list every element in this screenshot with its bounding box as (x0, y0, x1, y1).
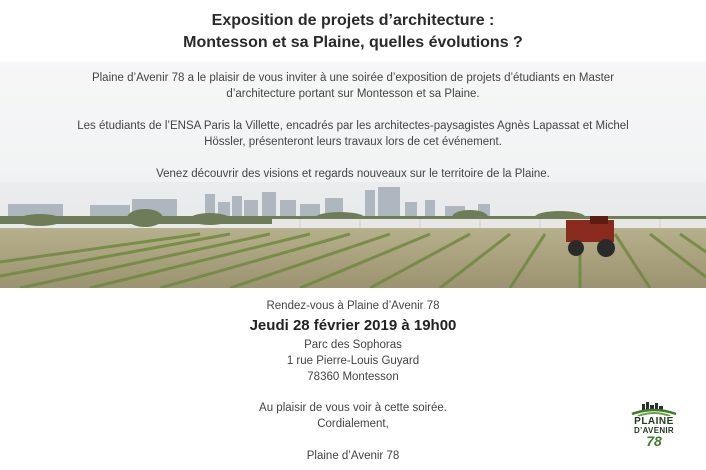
signature: Plaine d’Avenir 78 (306, 450, 400, 462)
plaine-davenir-logo (624, 400, 684, 452)
intro-p1-line2: d’architecture portant sur Montesson et sa Plaine. (226, 88, 480, 100)
title-line-2: Montesson et sa Plaine, quelles évolutions ? (183, 34, 523, 51)
intro-p1-line1: Plaine d’Avenir 78 a le plaisir de vous inviter à une soirée d’exposition de projets d’étudiants en Master (91, 72, 615, 84)
banner-photo (0, 62, 706, 288)
skyline-field-icon (630, 400, 678, 416)
intro-paragraph-3: Venez découvrir des visions et regards nouveaux sur le territoire de la Plaine. (156, 168, 550, 180)
intro-p2-line1: Les étudiants de l’ENSA Paris la Villette, encadrés par les architectes-paysagistes Agnès Lapassat et Michel (77, 120, 629, 132)
event-datetime: Jeudi 28 février 2019 à 19h00 (249, 317, 457, 334)
intro-text (0, 70, 706, 198)
invitation-title (0, 10, 706, 54)
event-street: 1 rue Pierre-Louis Guyard (286, 355, 420, 367)
intro-p2-line2: Hössler, présenteront leurs travaux lors de cet événement. (204, 136, 502, 148)
intro-paragraph-2 (0, 118, 706, 150)
closing-line-1: Au plaisir de vous voir à cette soirée. (259, 402, 447, 414)
rendezvous-block (0, 298, 706, 385)
title-line-1: Exposition de projets d’architecture : (211, 12, 495, 29)
logo-number: 78 (646, 433, 662, 449)
rendezvous-lead: Rendez-vous à Plaine d’Avenir 78 (266, 300, 440, 312)
event-city: 78360 Montesson (307, 371, 399, 383)
closing-block (0, 400, 706, 464)
event-place: Parc des Sophoras (304, 339, 402, 351)
logo-word-davenir: D’AVENIR (633, 426, 675, 435)
intro-paragraph-1 (0, 70, 706, 102)
closing-line-2: Cordialement, (317, 418, 389, 430)
logo-word-plaine: PLAINE (634, 416, 674, 427)
